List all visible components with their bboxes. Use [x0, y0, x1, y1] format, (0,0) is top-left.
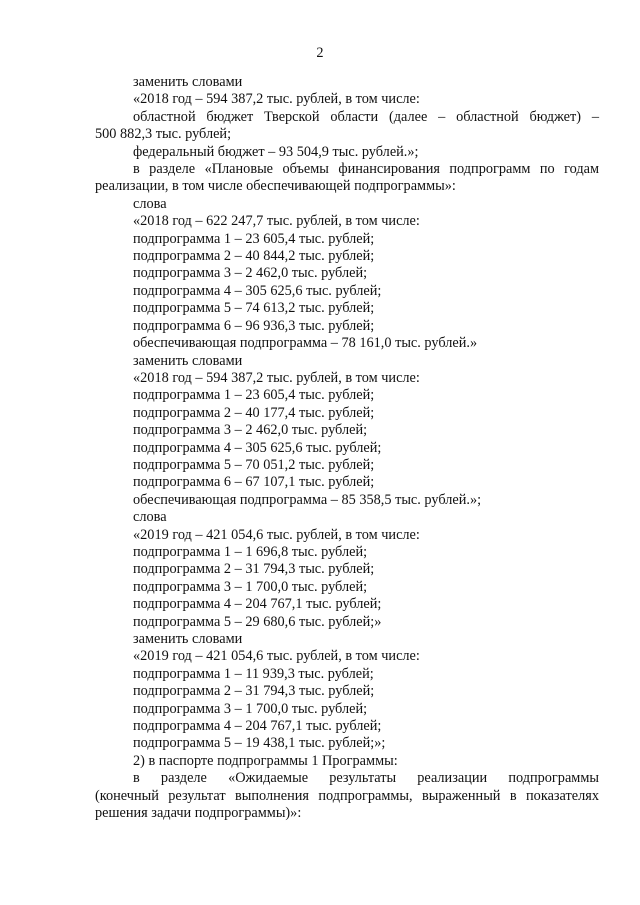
- text-line: подпрограмма 3 – 1 700,0 тыс. рублей;: [133, 578, 368, 595]
- text-line: заменить словами: [133, 74, 243, 90]
- text-line: подпрограмма 4 – 204 767,1 тыс. рублей;: [133, 596, 382, 613]
- page-number: 2: [316, 45, 324, 61]
- text-line: подпрограмма 2 – 40 177,4 тыс. рублей;: [133, 404, 375, 421]
- text-line: в разделе «Плановые объемы финансирования подпрограмм по годам: [133, 161, 599, 178]
- text-line: «2018 год – 594 387,2 тыс. рублей, в том числе:: [133, 369, 420, 386]
- text-line: областной бюджет Тверской области (далее – областной бюджет) –: [133, 108, 599, 125]
- text-line: слова: [133, 509, 167, 526]
- text-line: подпрограмма 2 – 31 794,3 тыс. рублей;: [133, 683, 375, 700]
- text-line: подпрограмма 1 – 23 605,4 тыс. рублей;: [133, 387, 375, 404]
- text-line: «2019 год – 421 054,6 тыс. рублей, в том числе:: [133, 648, 420, 665]
- text-line: федеральный бюджет – 93 504,9 тыс. рублей.»;: [133, 143, 419, 160]
- text-line: подпрограмма 4 – 204 767,1 тыс. рублей;: [133, 718, 382, 735]
- text-line: заменить словами: [133, 631, 243, 647]
- text-line: слова: [133, 195, 167, 212]
- text-line: подпрограмма 2 – 31 794,3 тыс. рублей;: [133, 561, 375, 578]
- text-line: в разделе «Ожидаемые результаты реализации подпрограммы: [133, 770, 599, 787]
- text-line: 500 882,3 тыс. рублей;: [95, 126, 232, 143]
- text-line: обеспечивающая подпрограмма – 85 358,5 тыс. рублей.»;: [133, 491, 482, 508]
- text-line: заменить словами: [133, 352, 243, 369]
- text-line: обеспечивающая подпрограмма – 78 161,0 тыс. рублей.»: [133, 335, 478, 352]
- text-line: «2019 год – 421 054,6 тыс. рублей, в том числе:: [133, 526, 420, 543]
- text-line: подпрограмма 5 – 74 613,2 тыс. рублей;: [133, 300, 375, 317]
- text-line: подпрограмма 5 – 19 438,1 тыс. рублей;»;: [133, 735, 386, 752]
- text-line: подпрограмма 2 – 40 844,2 тыс. рублей;: [133, 248, 375, 265]
- text-line: подпрограмма 1 – 11 939,3 тыс. рублей;: [133, 665, 374, 682]
- text-line: решения задачи подпрограммы)»:: [95, 805, 302, 822]
- text-line: «2018 год – 622 247,7 тыс. рублей, в том числе:: [133, 213, 420, 230]
- text-line: «2018 год – 594 387,2 тыс. рублей, в том числе:: [133, 91, 420, 108]
- text-line: подпрограмма 3 – 1 700,0 тыс. рублей;: [133, 700, 368, 717]
- text-line: подпрограмма 6 – 96 936,3 тыс. рублей;: [133, 317, 375, 334]
- text-line: подпрограмма 5 – 70 051,2 тыс. рублей;: [133, 456, 375, 473]
- text-line: подпрограмма 1 – 23 605,4 тыс. рублей;: [133, 230, 375, 247]
- text-line: 2) в паспорте подпрограммы 1 Программы:: [133, 752, 398, 769]
- text-line: подпрограмма 5 – 29 680,6 тыс. рублей;»: [133, 613, 382, 630]
- text-line: подпрограмма 1 – 1 696,8 тыс. рублей;: [133, 543, 368, 560]
- text-line: подпрограмма 4 – 305 625,6 тыс. рублей;: [133, 282, 382, 299]
- text-line: (конечный результат выполнения подпрограммы, выраженный в показателях: [95, 787, 599, 804]
- text-line: подпрограмма 6 – 67 107,1 тыс. рублей;: [133, 474, 375, 491]
- text-line: подпрограмма 4 – 305 625,6 тыс. рублей;: [133, 439, 382, 456]
- text-line: подпрограмма 3 – 2 462,0 тыс. рублей;: [133, 422, 368, 439]
- document-body: [95, 74, 599, 822]
- text-line: реализации, в том числе обеспечивающей подпрограммы»:: [95, 178, 456, 195]
- text-line: подпрограмма 3 – 2 462,0 тыс. рублей;: [133, 265, 368, 282]
